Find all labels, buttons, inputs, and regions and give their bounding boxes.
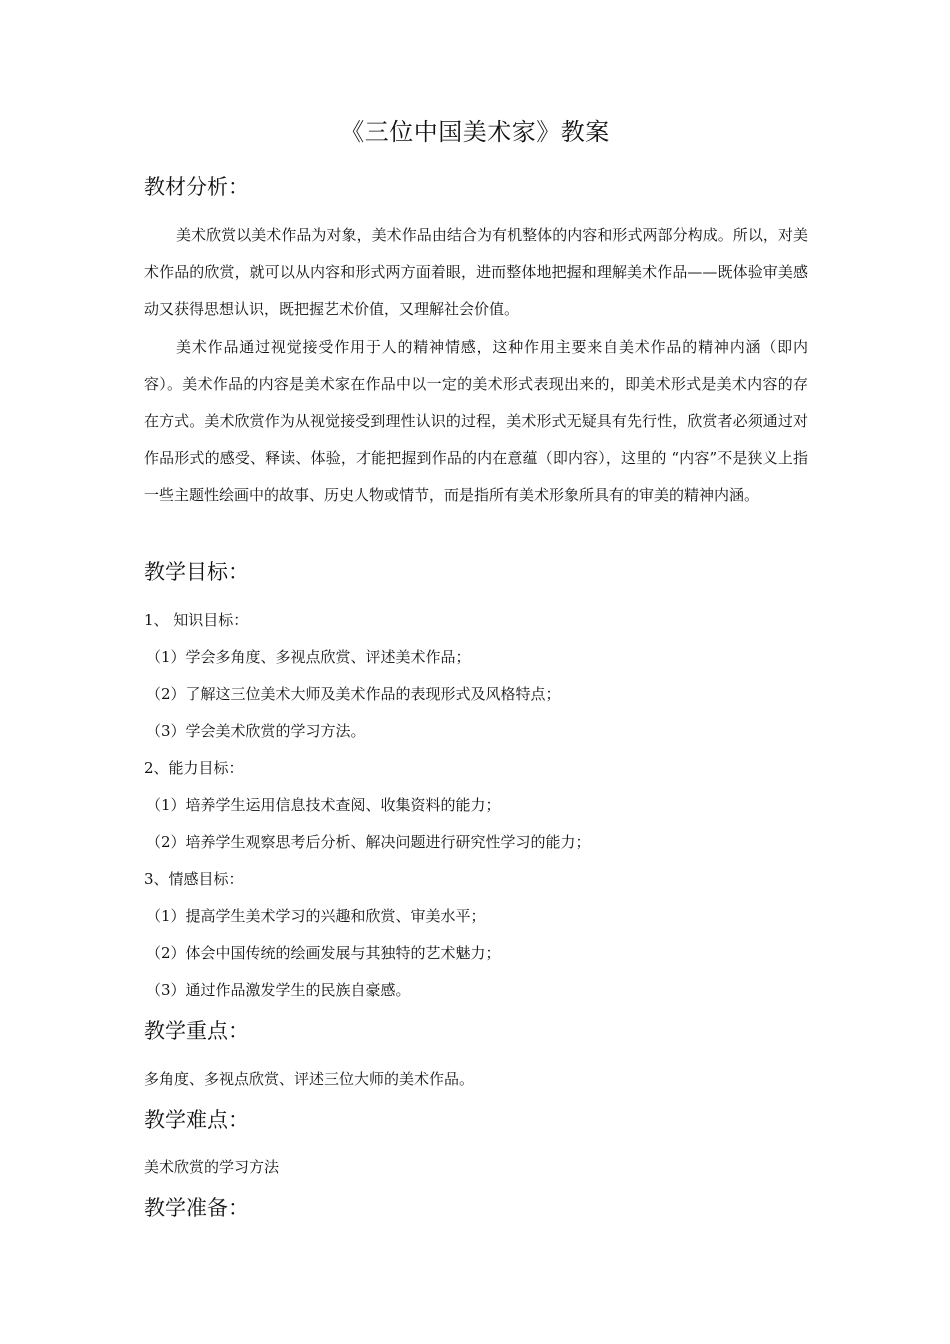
heading-analysis: 教材分析： — [144, 175, 249, 199]
goal-ability-item: （1）培养学生运用信息技术查阅、收集资料的能力； — [146, 796, 501, 814]
goal-emotion-item: （2）体会中国传统的绘画发展与其独特的艺术魅力； — [146, 944, 501, 962]
analysis-paragraph-2: 美术作品通过视觉接受作用于人的精神情感，这种作用主要来自美术作品的精神内涵（即内容）。美术作品的内容是美术家在作品中以一定的美术形式表现出来的，即美术形式是美术内容的存在方式。美术欣赏作为从视觉接受到理性认识的过程，美术形式无疑具有先行性，欣赏者必须通过对作品形式的感受、释读、体验，才能把握到作品的内在意蕴（即内容），这里的 “内容”不是狭义上指一些主题性绘画中的故事、历史人物或情节，而是指所有美术形象所具有的审美的精神内涵。 — [144, 338, 808, 504]
keypoint-text: 多角度、多视点欣赏、评述三位大师的美术作品。 — [144, 1070, 475, 1088]
goal-ability-label: 2、能力目标： — [144, 759, 244, 777]
goal-knowledge-item: （2）了解这三位美术大师及美术作品的表现形式及风格特点； — [146, 685, 561, 703]
heading-difficulty: 教学难点： — [144, 1108, 249, 1132]
document-title: 《三位中国美术家》教案 — [340, 118, 610, 146]
goal-knowledge-label: 1、 知识目标： — [144, 611, 249, 629]
analysis-paragraph-1: 美术欣赏以美术作品为对象，美术作品由结合为有机整体的内容和形式两部分构成。所以，对美术作品的欣赏，就可以从内容和形式两方面着眼，进而整体地把握和理解美术作品——既体验审美感动又获得思想认识，既把握艺术价值，又理解社会价值。 — [144, 226, 808, 318]
difficulty-text: 美术欣赏的学习方法 — [144, 1158, 280, 1176]
goal-knowledge-item: （3）学会美术欣赏的学习方法。 — [146, 722, 366, 740]
goal-ability-item: （2）培养学生观察思考后分析、解决问题进行研究性学习的能力； — [146, 833, 591, 851]
goal-emotion-label: 3、情感目标： — [144, 870, 244, 888]
goal-emotion-item: （1）提高学生美术学习的兴趣和欣赏、审美水平； — [146, 907, 486, 925]
goal-emotion-item: （3）通过作品激发学生的民族自豪感。 — [146, 981, 411, 999]
heading-prep: 教学准备： — [144, 1196, 249, 1220]
goal-knowledge-item: （1）学会多角度、多视点欣赏、评述美术作品； — [146, 648, 471, 666]
heading-goals: 教学目标： — [144, 560, 249, 584]
heading-keypoint: 教学重点： — [144, 1019, 249, 1043]
